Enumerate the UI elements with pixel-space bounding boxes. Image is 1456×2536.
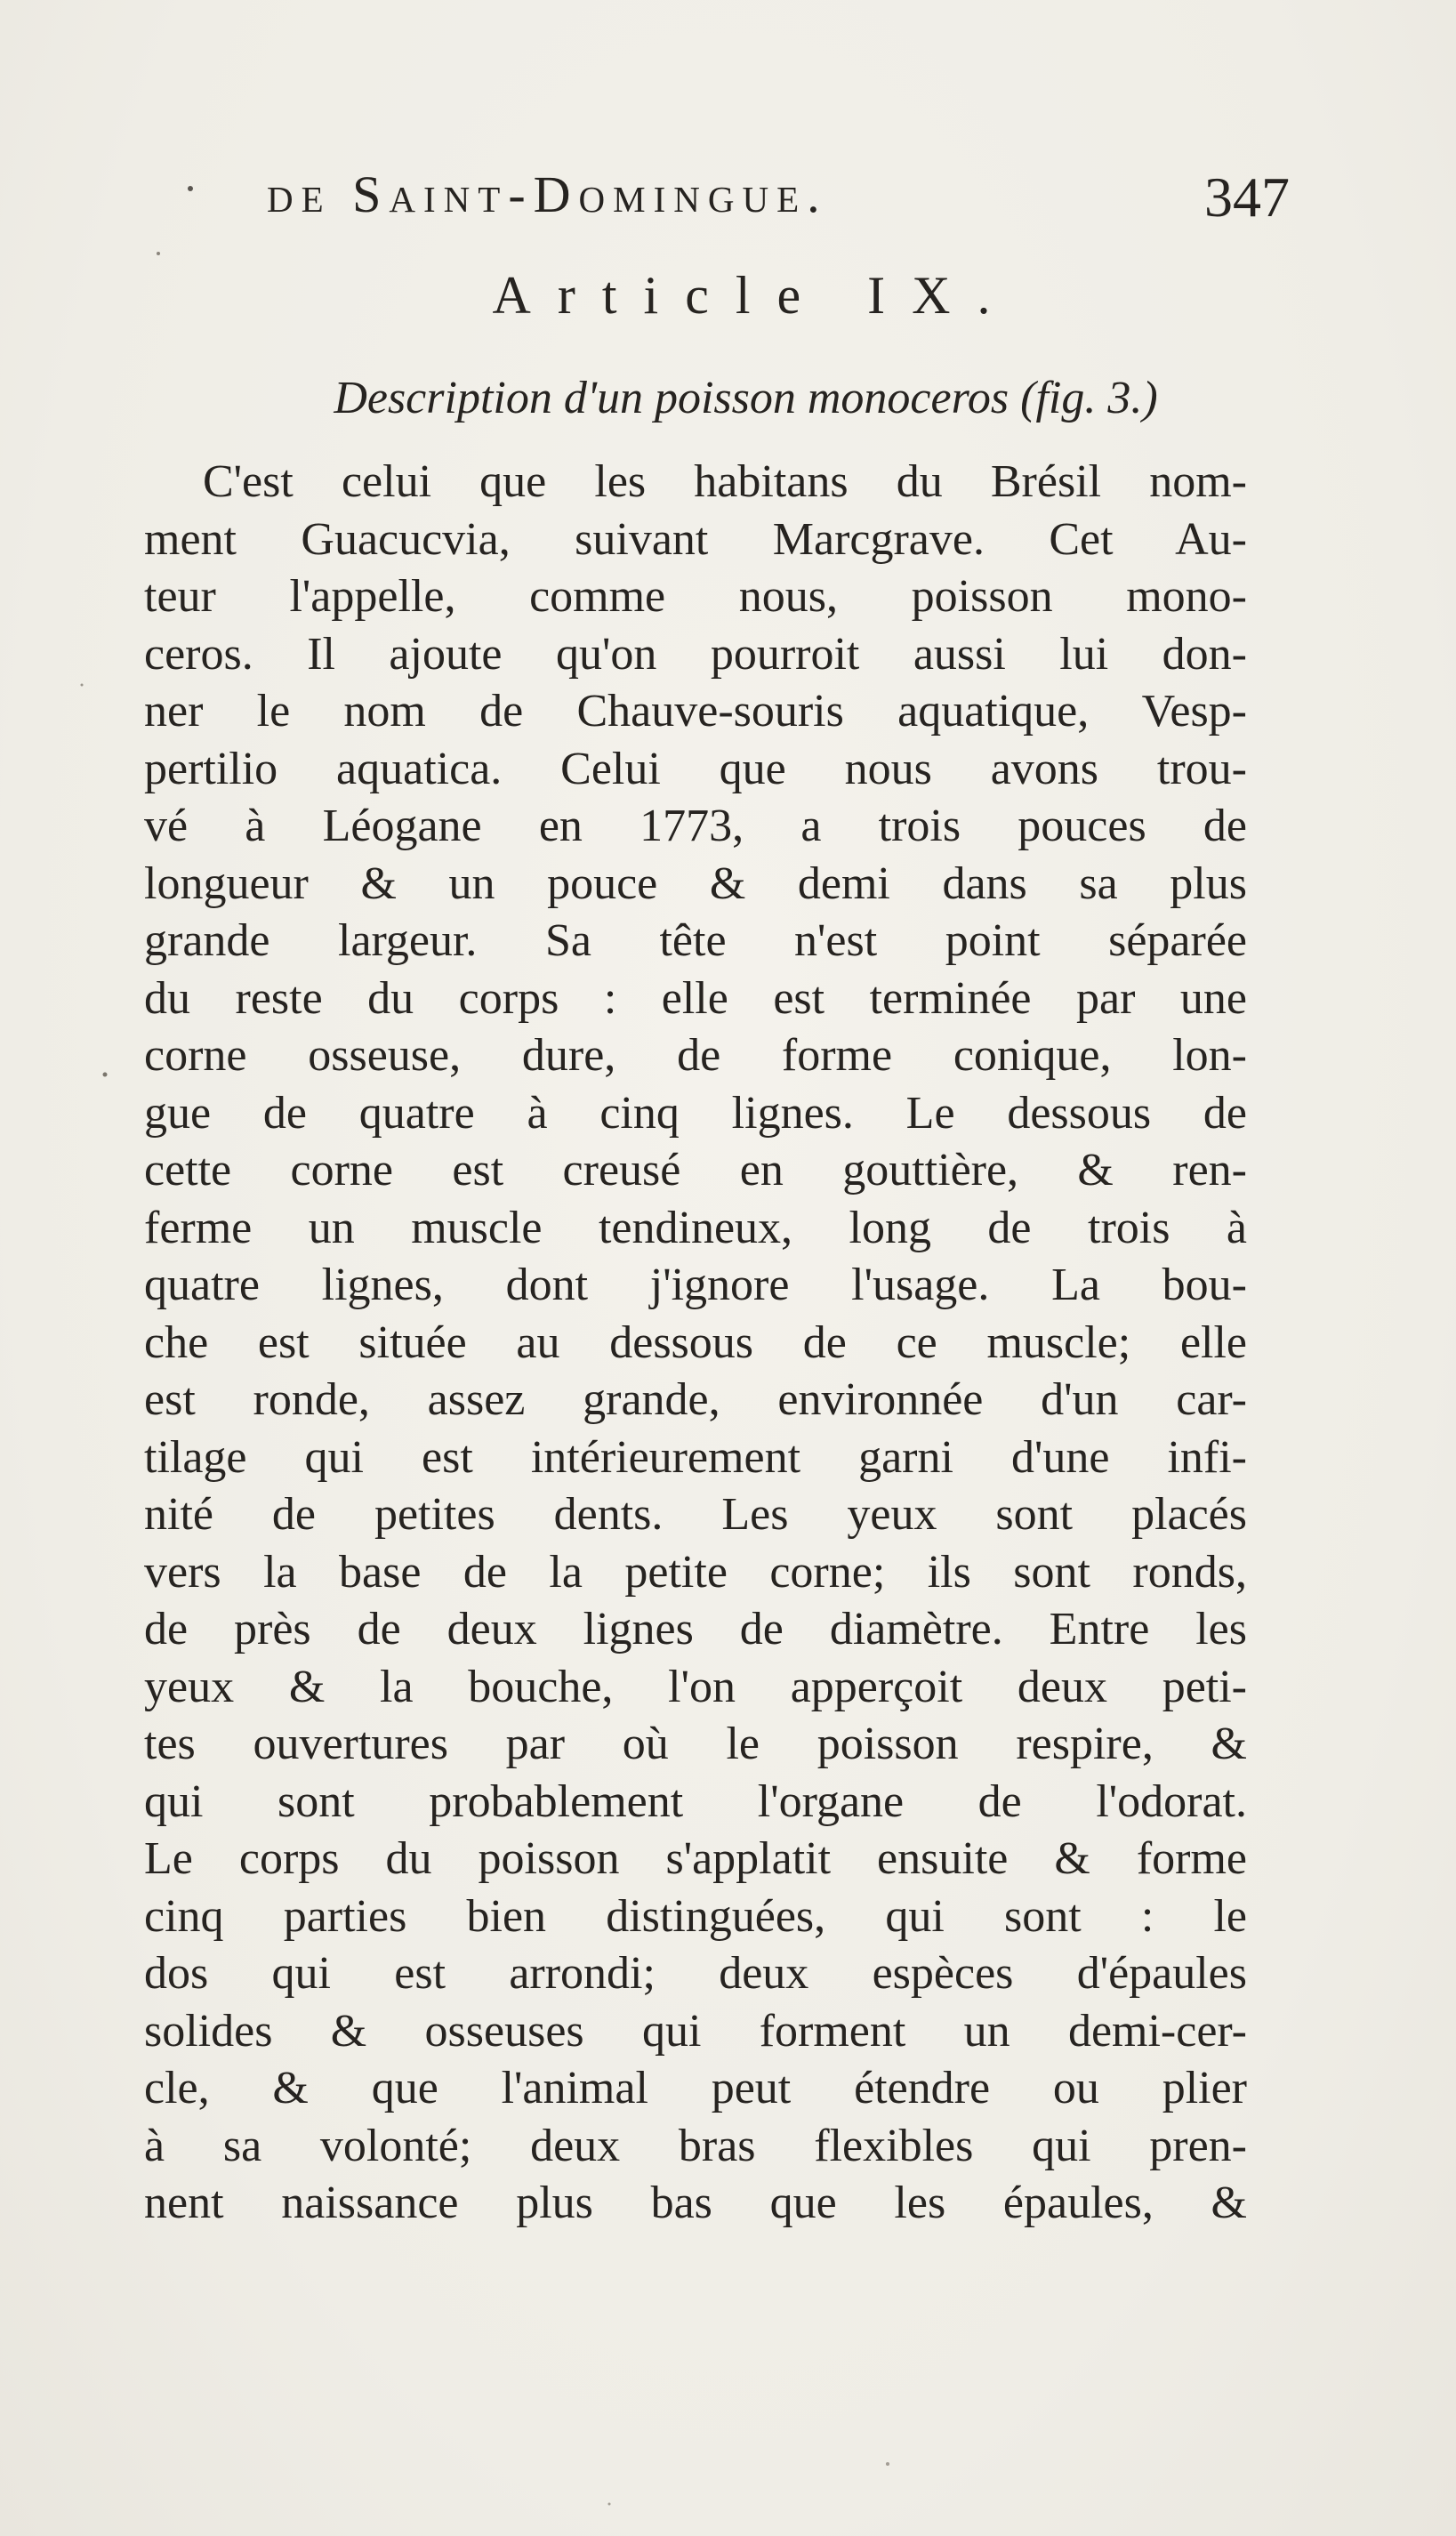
text-line: cle, & que l'animal peut étendre ou plier: [144, 2063, 1247, 2113]
running-title: de Saint-Domingue.: [267, 165, 828, 223]
text-line: qui sont probablement l'organe de l'odorat.: [144, 1775, 1247, 1827]
text-line: longueur & un pouce & demi dans sa plus: [144, 857, 1247, 909]
text-line: est ronde, assez grande, environnée d'un car-: [144, 1374, 1247, 1425]
text-line: corne osseuse, dure, de forme conique, lon-: [144, 1030, 1247, 1081]
text-line: che est située au dessous de ce muscle; elle: [144, 1316, 1247, 1368]
text-line: C'est celui que les habitans du Brésil nom-: [203, 456, 1247, 507]
text-line: tilage qui est intérieurement garni d'une infi-: [144, 1431, 1247, 1483]
text-line: nent naissance plus bas que les épaules, &: [144, 2178, 1247, 2228]
text-line: teur l'appelle, comme nous, poisson mono-: [144, 571, 1247, 622]
text-line: cette corne est creusé en gouttière, & ren-: [144, 1145, 1247, 1196]
text-line: vers la base de la petite corne; ils sont ronds,: [144, 1546, 1247, 1598]
text-line: dos qui est arrondi; deux espèces d'épaules: [144, 1948, 1247, 1999]
page-header: [267, 165, 1290, 245]
body-text: [144, 454, 1247, 2233]
page-number: 347: [1204, 165, 1290, 229]
text-line: solides & osseuses qui forment un demi-cer-: [144, 2005, 1247, 2057]
text-line: ner le nom de Chauve-souris aquatique, Vesp-: [144, 686, 1247, 737]
text-line: à sa volonté; deux bras flexibles qui pren-: [144, 2120, 1247, 2171]
text-line: du reste du corps : elle est terminée par une: [144, 972, 1247, 1024]
text-line: pertilio aquatica. Celui que nous avons trou-: [144, 743, 1247, 794]
text-line: tes ouvertures par où le poisson respire, &: [144, 1719, 1247, 1769]
article-heading: Article IX.: [492, 266, 1018, 325]
text-line: ferme un muscle tendineux, long de trois à: [144, 1202, 1247, 1253]
text-line: yeux & la bouche, l'on apperçoit deux peti-: [144, 1661, 1247, 1712]
text-line: grande largeur. Sa tête n'est point séparée: [144, 915, 1247, 966]
text-line: quatre lignes, dont j'ignore l'usage. La bou-: [144, 1260, 1247, 1310]
text-line: ment Guacucvia, suivant Marcgrave. Cet Au-: [144, 513, 1247, 565]
text-line: vé à Léogane en 1773, a trois pouces de: [144, 801, 1247, 851]
text-line: Le corps du poisson s'applatit ensuite & forme: [144, 1833, 1247, 1884]
text-line: ceros. Il ajoute qu'on pourroit aussi lui don-: [144, 628, 1247, 680]
article-subtitle: Description d'un poisson monoceros (fig. 3.): [334, 373, 1158, 423]
text-line: de près de deux lignes de diamètre. Entre les: [144, 1604, 1247, 1654]
text-line: cinq parties bien distinguées, qui sont : le: [144, 1890, 1247, 1942]
text-line: nité de petites dents. Les yeux sont placés: [144, 1489, 1247, 1540]
text-line: gue de quatre à cinq lignes. Le dessous de: [144, 1087, 1247, 1139]
